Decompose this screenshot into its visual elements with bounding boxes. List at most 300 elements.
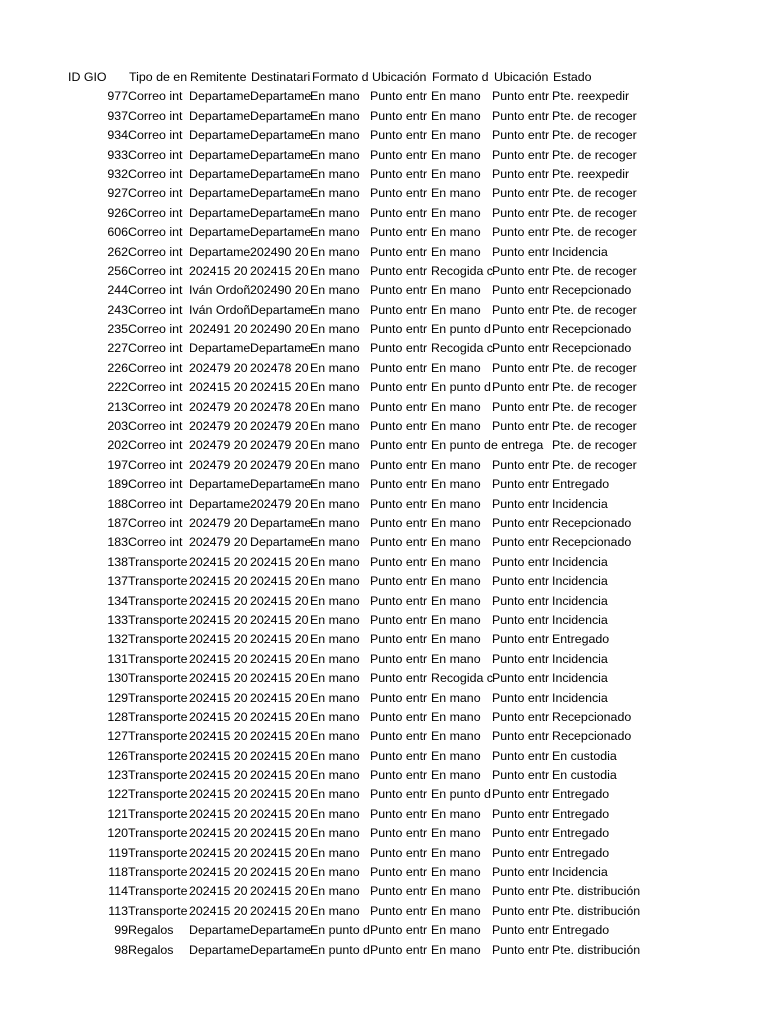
cell-estado: Recepcionado bbox=[552, 283, 632, 298]
header-formato-destino: Formato d bbox=[432, 70, 489, 84]
cell-id-gio: 122 bbox=[107, 787, 128, 802]
cell-ubicacion-origen: Punto entr bbox=[370, 903, 428, 918]
cell-formato-origen: En mano bbox=[310, 709, 360, 724]
cell-destinatario: 202479 20 bbox=[250, 438, 309, 453]
cell-destinatario: Departame bbox=[250, 515, 312, 530]
cell-destinatario: Departame bbox=[250, 535, 312, 550]
cell-ubicacion-destino: Punto entr bbox=[492, 729, 550, 744]
cell-remitente: Departame bbox=[189, 477, 251, 492]
cell-ubicacion-origen: Punto entr bbox=[370, 554, 428, 569]
cell-ubicacion-origen: Punto entr bbox=[370, 263, 428, 278]
cell-ubicacion-destino: Punto entr bbox=[492, 419, 550, 434]
cell-tipo-de-envio: Transporte bbox=[128, 787, 188, 802]
cell-formato-origen: En mano bbox=[310, 496, 360, 511]
cell-remitente: Departame bbox=[189, 89, 251, 104]
cell-id-gio: 137 bbox=[107, 574, 128, 589]
cell-estado: Pte. distribución bbox=[552, 884, 641, 899]
cell-ubicacion-destino: Punto entr bbox=[492, 612, 550, 627]
cell-estado: Incidencia bbox=[552, 496, 608, 511]
cell-ubicacion-origen: Punto entr bbox=[370, 380, 428, 395]
header-ubicacion-origen: Ubicación bbox=[372, 70, 427, 84]
cell-ubicacion-origen: Punto entr bbox=[370, 612, 428, 627]
cell-formato-destino: En mano bbox=[431, 632, 481, 647]
cell-estado: Pte. de recoger bbox=[552, 302, 637, 317]
cell-formato-destino: En mano bbox=[431, 496, 481, 511]
cell-destinatario: Departame bbox=[250, 108, 312, 123]
cell-id-gio: 202 bbox=[107, 438, 128, 453]
cell-formato-origen: En mano bbox=[310, 477, 360, 492]
cell-remitente: 202415 20 bbox=[189, 729, 248, 744]
cell-formato-origen: En mano bbox=[310, 322, 360, 337]
cell-destinatario: 202490 20 bbox=[250, 283, 309, 298]
cell-remitente: 202415 20 bbox=[189, 671, 248, 686]
cell-formato-destino: En mano bbox=[431, 865, 481, 880]
cell-id-gio: 927 bbox=[107, 186, 128, 201]
cell-formato-origen: En mano bbox=[310, 612, 360, 627]
cell-id-gio: 183 bbox=[107, 535, 128, 550]
cell-id-gio: 134 bbox=[107, 593, 128, 608]
cell-destinatario: 202415 20 bbox=[250, 865, 309, 880]
cell-destinatario: Departame bbox=[250, 186, 312, 201]
cell-ubicacion-destino: Punto entr bbox=[492, 845, 550, 860]
cell-formato-origen: En mano bbox=[310, 690, 360, 705]
cell-ubicacion-destino: Punto entr bbox=[492, 128, 550, 143]
cell-remitente: 202415 20 bbox=[189, 612, 248, 627]
cell-destinatario: 202415 20 bbox=[250, 612, 309, 627]
header-remitente: Remitente bbox=[190, 70, 247, 84]
cell-remitente: 202479 20 bbox=[189, 399, 248, 414]
cell-id-gio: 130 bbox=[107, 671, 128, 686]
cell-tipo-de-envio: Correo int bbox=[128, 302, 183, 317]
header-id-gio: ID GIO bbox=[68, 70, 107, 84]
cell-ubicacion-origen: Punto entr bbox=[370, 942, 428, 957]
cell-id-gio: 244 bbox=[107, 283, 128, 298]
cell-formato-destino: En mano bbox=[431, 690, 481, 705]
cell-formato-destino: En mano bbox=[431, 477, 481, 492]
cell-estado: Incidencia bbox=[552, 612, 608, 627]
cell-estado: Recepcionado bbox=[552, 515, 632, 530]
cell-id-gio: 99 bbox=[114, 923, 128, 938]
cell-remitente: 202479 20 bbox=[189, 360, 248, 375]
cell-ubicacion-destino: Punto entr bbox=[492, 108, 550, 123]
cell-destinatario: 202479 20 bbox=[250, 419, 309, 434]
cell-ubicacion-origen: Punto entr bbox=[370, 515, 428, 530]
cell-formato-origen: En mano bbox=[310, 651, 360, 666]
cell-tipo-de-envio: Regalos bbox=[128, 923, 174, 938]
cell-ubicacion-destino: Punto entr bbox=[492, 283, 550, 298]
cell-tipo-de-envio: Transporte bbox=[128, 612, 188, 627]
cell-ubicacion-origen: Punto entr bbox=[370, 709, 428, 724]
cell-ubicacion-destino: Punto entr bbox=[492, 263, 550, 278]
cell-ubicacion-destino: Punto entr bbox=[492, 225, 550, 240]
cell-tipo-de-envio: Transporte bbox=[128, 748, 188, 763]
cell-formato-origen: En punto d bbox=[310, 942, 370, 957]
cell-remitente: Departame bbox=[189, 186, 251, 201]
cell-tipo-de-envio: Transporte bbox=[128, 593, 188, 608]
cell-remitente: 202415 20 bbox=[189, 903, 248, 918]
cell-estado: Pte. de recoger bbox=[552, 360, 637, 375]
cell-destinatario: Departame bbox=[250, 923, 312, 938]
cell-estado: Pte. de recoger bbox=[552, 225, 637, 240]
cell-tipo-de-envio: Correo int bbox=[128, 535, 183, 550]
cell-ubicacion-origen: Punto entr bbox=[370, 593, 428, 608]
cell-remitente: 202415 20 bbox=[189, 806, 248, 821]
cell-formato-destino: En punto d bbox=[431, 380, 491, 395]
cell-formato-destino: Recogida c bbox=[431, 671, 493, 686]
cell-ubicacion-destino: Punto entr bbox=[492, 884, 550, 899]
cell-remitente: 202491 20 bbox=[189, 322, 248, 337]
cell-estado: Pte. de recoger bbox=[552, 108, 637, 123]
cell-ubicacion-destino: Punto entr bbox=[492, 496, 550, 511]
cell-tipo-de-envio: Regalos bbox=[128, 942, 174, 957]
cell-remitente: 202415 20 bbox=[189, 651, 248, 666]
cell-formato-destino: En mano bbox=[431, 826, 481, 841]
cell-ubicacion-origen: Punto entr bbox=[370, 89, 428, 104]
cell-formato-origen: En mano bbox=[310, 419, 360, 434]
cell-remitente: Departame bbox=[189, 244, 251, 259]
cell-tipo-de-envio: Transporte bbox=[128, 845, 188, 860]
cell-formato-destino: En mano bbox=[431, 845, 481, 860]
cell-formato-origen: En mano bbox=[310, 341, 360, 356]
cell-tipo-de-envio: Correo int bbox=[128, 128, 183, 143]
cell-id-gio: 187 bbox=[107, 515, 128, 530]
cell-id-gio: 131 bbox=[107, 651, 128, 666]
cell-ubicacion-destino: Punto entr bbox=[492, 768, 550, 783]
cell-formato-destino: En mano bbox=[431, 574, 481, 589]
cell-destinatario: 202490 20 bbox=[250, 244, 309, 259]
cell-ubicacion-destino: Punto entr bbox=[492, 399, 550, 414]
cell-id-gio: 127 bbox=[107, 729, 128, 744]
cell-tipo-de-envio: Transporte bbox=[128, 865, 188, 880]
cell-formato-origen: En mano bbox=[310, 574, 360, 589]
cell-ubicacion-origen: Punto entr bbox=[370, 186, 428, 201]
cell-formato-destino: En mano bbox=[431, 748, 481, 763]
cell-ubicacion-origen: Punto entr bbox=[370, 748, 428, 763]
cell-formato-destino: En mano bbox=[431, 302, 481, 317]
cell-destinatario: Departame bbox=[250, 205, 312, 220]
cell-ubicacion-destino: Punto entr bbox=[492, 903, 550, 918]
cell-ubicacion-origen: Punto entr bbox=[370, 729, 428, 744]
cell-formato-destino: En mano bbox=[431, 535, 481, 550]
cell-estado: Recepcionado bbox=[552, 341, 632, 356]
cell-id-gio: 123 bbox=[107, 768, 128, 783]
cell-tipo-de-envio: Correo int bbox=[128, 108, 183, 123]
cell-remitente: Departame bbox=[189, 341, 251, 356]
cell-destinatario: 202415 20 bbox=[250, 826, 309, 841]
cell-formato-destino: En mano bbox=[431, 884, 481, 899]
cell-formato-origen: En mano bbox=[310, 128, 360, 143]
cell-estado: Incidencia bbox=[552, 865, 608, 880]
cell-remitente: Departame bbox=[189, 225, 251, 240]
cell-tipo-de-envio: Correo int bbox=[128, 322, 183, 337]
cell-ubicacion-origen: Punto entr bbox=[370, 283, 428, 298]
header-formato-origen: Formato d bbox=[312, 70, 369, 84]
cell-remitente: 202415 20 bbox=[189, 574, 248, 589]
cell-tipo-de-envio: Correo int bbox=[128, 496, 183, 511]
cell-id-gio: 119 bbox=[108, 845, 128, 860]
cell-remitente: 202415 20 bbox=[189, 593, 248, 608]
cell-formato-destino: En mano bbox=[431, 593, 481, 608]
cell-tipo-de-envio: Correo int bbox=[128, 477, 183, 492]
cell-id-gio: 129 bbox=[107, 690, 128, 705]
cell-remitente: 202479 20 bbox=[189, 419, 248, 434]
cell-destinatario: 202415 20 bbox=[250, 574, 309, 589]
cell-destinatario: 202415 20 bbox=[250, 768, 309, 783]
cell-remitente: 202415 20 bbox=[189, 709, 248, 724]
cell-estado: Recepcionado bbox=[552, 535, 632, 550]
cell-id-gio: 113 bbox=[108, 903, 128, 918]
cell-destinatario: Departame bbox=[250, 166, 312, 181]
cell-ubicacion-destino: Punto entr bbox=[492, 457, 550, 472]
cell-ubicacion-destino: Punto entr bbox=[492, 89, 550, 104]
cell-ubicacion-origen: Punto entr bbox=[370, 128, 428, 143]
cell-id-gio: 932 bbox=[107, 166, 128, 181]
cell-formato-origen: En mano bbox=[310, 244, 360, 259]
cell-estado: Entregado bbox=[552, 845, 610, 860]
cell-ubicacion-origen: Punto entr bbox=[370, 632, 428, 647]
cell-formato-destino: En mano bbox=[431, 419, 481, 434]
cell-remitente: 202415 20 bbox=[189, 263, 248, 278]
cell-remitente: 202415 20 bbox=[189, 865, 248, 880]
cell-id-gio: 126 bbox=[107, 748, 128, 763]
cell-id-gio: 188 bbox=[107, 496, 128, 511]
cell-formato-origen: En mano bbox=[310, 554, 360, 569]
cell-formato-destino: En mano bbox=[431, 283, 481, 298]
cell-ubicacion-destino: Punto entr bbox=[492, 651, 550, 666]
cell-id-gio: 133 bbox=[107, 612, 128, 627]
cell-remitente: Departame bbox=[189, 205, 251, 220]
cell-formato-destino: En mano bbox=[431, 806, 481, 821]
cell-tipo-de-envio: Correo int bbox=[128, 186, 183, 201]
cell-formato-origen: En mano bbox=[310, 826, 360, 841]
cell-ubicacion-origen: Punto entr bbox=[370, 166, 428, 181]
cell-estado: Pte. de recoger bbox=[552, 399, 637, 414]
cell-id-gio: 213 bbox=[107, 399, 128, 414]
cell-ubicacion-origen: Punto entr bbox=[370, 884, 428, 899]
cell-tipo-de-envio: Transporte bbox=[128, 632, 188, 647]
cell-tipo-de-envio: Correo int bbox=[128, 457, 183, 472]
cell-formato-destino: En mano bbox=[431, 186, 481, 201]
cell-ubicacion-origen: Punto entr bbox=[370, 244, 428, 259]
cell-ubicacion-origen: Punto entr bbox=[370, 341, 428, 356]
cell-estado: Entregado bbox=[552, 826, 610, 841]
cell-ubicacion-destino: Punto entr bbox=[492, 748, 550, 763]
cell-formato-origen: En mano bbox=[310, 166, 360, 181]
cell-ubicacion-origen: Punto entr bbox=[370, 419, 428, 434]
cell-tipo-de-envio: Correo int bbox=[128, 244, 183, 259]
cell-tipo-de-envio: Transporte bbox=[128, 554, 188, 569]
cell-id-gio: 118 bbox=[108, 865, 128, 880]
cell-id-gio: 933 bbox=[107, 147, 128, 162]
cell-formato-origen: En mano bbox=[310, 205, 360, 220]
cell-id-gio: 606 bbox=[107, 225, 128, 240]
cell-formato-destino: En mano bbox=[431, 651, 481, 666]
cell-tipo-de-envio: Correo int bbox=[128, 166, 183, 181]
cell-estado: Pte. reexpedir bbox=[552, 89, 630, 104]
cell-tipo-de-envio: Transporte bbox=[128, 729, 188, 744]
cell-destinatario: 202415 20 bbox=[250, 748, 309, 763]
cell-remitente: 202479 20 bbox=[189, 457, 248, 472]
cell-ubicacion-origen: Punto entr bbox=[370, 651, 428, 666]
cell-ubicacion-origen: Punto entr bbox=[370, 438, 428, 453]
cell-formato-origen: En mano bbox=[310, 593, 360, 608]
cell-ubicacion-origen: Punto entr bbox=[370, 574, 428, 589]
cell-estado: Entregado bbox=[552, 477, 610, 492]
cell-estado: Incidencia bbox=[552, 244, 608, 259]
cell-remitente: 202415 20 bbox=[189, 768, 248, 783]
cell-formato-origen: En mano bbox=[310, 884, 360, 899]
cell-formato-origen: En mano bbox=[310, 147, 360, 162]
cell-formato-destino: En mano bbox=[431, 554, 481, 569]
header-tipo-de-envio: Tipo de en bbox=[129, 70, 188, 84]
cell-estado: Pte. de recoger bbox=[552, 438, 637, 453]
cell-ubicacion-origen: Punto entr bbox=[370, 671, 428, 686]
cell-destinatario: Departame bbox=[250, 147, 312, 162]
cell-formato-origen: En mano bbox=[310, 399, 360, 414]
cell-id-gio: 120 bbox=[107, 826, 128, 841]
cell-destinatario: Departame bbox=[250, 89, 312, 104]
cell-ubicacion-destino: Punto entr bbox=[492, 205, 550, 220]
cell-ubicacion-origen: Punto entr bbox=[370, 787, 428, 802]
cell-id-gio: 226 bbox=[107, 360, 128, 375]
cell-formato-destino: En mano bbox=[431, 923, 481, 938]
cell-formato-destino: En mano bbox=[431, 108, 481, 123]
cell-remitente: 202415 20 bbox=[189, 690, 248, 705]
cell-tipo-de-envio: Transporte bbox=[128, 651, 188, 666]
cell-formato-origen: En mano bbox=[310, 283, 360, 298]
cell-ubicacion-origen: Punto entr bbox=[370, 768, 428, 783]
cell-tipo-de-envio: Correo int bbox=[128, 360, 183, 375]
cell-ubicacion-origen: Punto entr bbox=[370, 457, 428, 472]
cell-estado: Entregado bbox=[552, 923, 610, 938]
cell-ubicacion-origen: Punto entr bbox=[370, 806, 428, 821]
cell-tipo-de-envio: Transporte bbox=[128, 690, 188, 705]
cell-ubicacion-destino: Punto entr bbox=[492, 806, 550, 821]
cell-formato-origen: En mano bbox=[310, 632, 360, 647]
cell-estado: En custodia bbox=[552, 768, 617, 783]
cell-destinatario: 202415 20 bbox=[250, 671, 309, 686]
cell-destinatario: 202415 20 bbox=[250, 806, 309, 821]
cell-ubicacion-origen: Punto entr bbox=[370, 205, 428, 220]
cell-estado: Pte. de recoger bbox=[552, 128, 637, 143]
cell-estado: Entregado bbox=[552, 787, 610, 802]
cell-remitente: 202415 20 bbox=[189, 748, 248, 763]
cell-tipo-de-envio: Transporte bbox=[128, 826, 188, 841]
cell-destinatario: 202415 20 bbox=[250, 729, 309, 744]
cell-estado: Pte. de recoger bbox=[552, 419, 637, 434]
cell-estado: En custodia bbox=[552, 748, 617, 763]
cell-destinatario: 202415 20 bbox=[250, 884, 309, 899]
cell-id-gio: 926 bbox=[107, 205, 128, 220]
cell-formato-origen: En mano bbox=[310, 806, 360, 821]
cell-remitente: 202415 20 bbox=[189, 845, 248, 860]
cell-ubicacion-destino: Punto entr bbox=[492, 302, 550, 317]
cell-formato-destino: En mano bbox=[431, 612, 481, 627]
cell-remitente: 202479 20 bbox=[189, 515, 248, 530]
cell-tipo-de-envio: Correo int bbox=[128, 438, 183, 453]
cell-id-gio: 138 bbox=[107, 554, 128, 569]
cell-formato-origen: En mano bbox=[310, 263, 360, 278]
cell-destinatario: Departame bbox=[250, 302, 312, 317]
cell-ubicacion-origen: Punto entr bbox=[370, 535, 428, 550]
cell-estado: Recepcionado bbox=[552, 709, 632, 724]
cell-formato-origen: En punto d bbox=[310, 923, 370, 938]
cell-remitente: 202415 20 bbox=[189, 632, 248, 647]
cell-formato-origen: En mano bbox=[310, 865, 360, 880]
cell-destinatario: 202479 20 bbox=[250, 496, 309, 511]
cell-formato-destino: En mano bbox=[431, 768, 481, 783]
cell-remitente: Iván Ordoñ bbox=[189, 283, 251, 298]
cell-estado: Incidencia bbox=[552, 593, 608, 608]
cell-ubicacion-destino: Punto entr bbox=[492, 515, 550, 530]
cell-ubicacion-destino: Punto entr bbox=[492, 593, 550, 608]
cell-id-gio: 128 bbox=[107, 709, 128, 724]
cell-destinatario: 202415 20 bbox=[250, 554, 309, 569]
cell-id-gio: 114 bbox=[108, 884, 128, 899]
cell-estado: Recepcionado bbox=[552, 322, 632, 337]
cell-id-gio: 98 bbox=[114, 942, 128, 957]
cell-formato-destino: En mano bbox=[431, 225, 481, 240]
cell-destinatario: 202415 20 bbox=[250, 263, 309, 278]
header-estado: Estado bbox=[553, 70, 592, 84]
cell-remitente: 202479 20 bbox=[189, 535, 248, 550]
cell-ubicacion-origen: Punto entr bbox=[370, 690, 428, 705]
cell-id-gio: 203 bbox=[107, 419, 128, 434]
cell-destinatario: 202478 20 bbox=[250, 360, 309, 375]
cell-destinatario: Departame bbox=[250, 341, 312, 356]
cell-formato-destino: En mano bbox=[431, 244, 481, 259]
cell-formato-destino: En mano bbox=[431, 729, 481, 744]
cell-formato-destino: En punto d bbox=[431, 787, 491, 802]
cell-tipo-de-envio: Transporte bbox=[128, 671, 188, 686]
cell-estado: Pte. de recoger bbox=[552, 380, 637, 395]
cell-ubicacion-origen: Punto entr bbox=[370, 322, 428, 337]
cell-ubicacion-origen: Punto entr bbox=[370, 865, 428, 880]
cell-ubicacion-destino: Punto entr bbox=[492, 671, 550, 686]
cell-destinatario: 202415 20 bbox=[250, 690, 309, 705]
cell-destinatario: Departame bbox=[250, 128, 312, 143]
cell-tipo-de-envio: Correo int bbox=[128, 147, 183, 162]
cell-tipo-de-envio: Correo int bbox=[128, 283, 183, 298]
cell-remitente: 202479 20 bbox=[189, 438, 248, 453]
cell-destinatario: 202478 20 bbox=[250, 399, 309, 414]
cell-formato-origen: En mano bbox=[310, 457, 360, 472]
cell-ubicacion-destino: Punto entr bbox=[492, 341, 550, 356]
cell-id-gio: 937 bbox=[107, 108, 128, 123]
cell-tipo-de-envio: Correo int bbox=[128, 341, 183, 356]
cell-destinatario: Departame bbox=[250, 477, 312, 492]
cell-ubicacion-destino: Punto entr bbox=[492, 574, 550, 589]
cell-remitente: Departame bbox=[189, 923, 251, 938]
cell-formato-origen: En mano bbox=[310, 438, 360, 453]
cell-ubicacion-destino: Punto entr bbox=[492, 380, 550, 395]
cell-remitente: Departame bbox=[189, 147, 251, 162]
cell-id-gio: 977 bbox=[107, 89, 128, 104]
cell-destinatario: 202479 20 bbox=[250, 457, 309, 472]
cell-formato-origen: En mano bbox=[310, 787, 360, 802]
cell-ubicacion-destino: Punto entr bbox=[492, 690, 550, 705]
cell-remitente: Departame bbox=[189, 166, 251, 181]
cell-formato-destino: En mano bbox=[431, 89, 481, 104]
cell-formato-destino: En punto de entrega bbox=[431, 438, 544, 453]
cell-id-gio: 197 bbox=[107, 457, 128, 472]
cell-remitente: Departame bbox=[189, 108, 251, 123]
cell-ubicacion-origen: Punto entr bbox=[370, 147, 428, 162]
cell-remitente: Iván Ordoñ bbox=[189, 302, 251, 317]
cell-destinatario: 202415 20 bbox=[250, 845, 309, 860]
cell-ubicacion-origen: Punto entr bbox=[370, 360, 428, 375]
cell-ubicacion-origen: Punto entr bbox=[370, 496, 428, 511]
